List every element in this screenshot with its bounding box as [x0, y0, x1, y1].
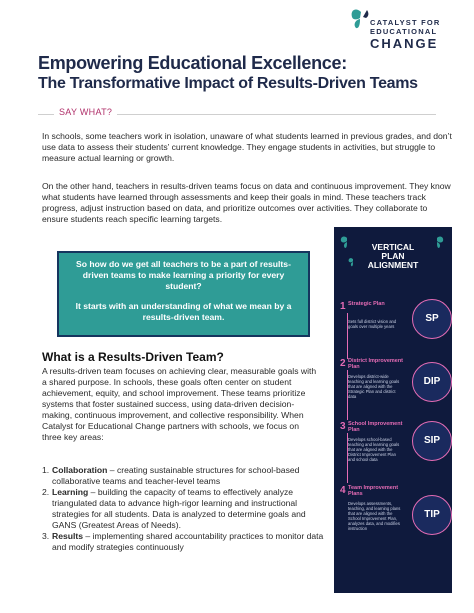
panel-title-line: VERTICAL — [371, 242, 415, 252]
butterfly-logo-icon — [350, 8, 372, 34]
plan-row-team — [340, 481, 450, 547]
plan-number: 1 — [340, 301, 346, 312]
plan-badge: SP — [412, 299, 452, 339]
area-description: – building the capacity of teams to effectively analyze triangulated data to advance high-rigor learning and instructional strategies for all students. Data is analyzed to determine goals and GANS (Greatest Areas of Needs). — [52, 487, 306, 530]
callout-box — [57, 251, 310, 337]
vertical-plan-alignment-panel — [334, 227, 452, 593]
page-title: Empowering Educational Excellence: — [38, 53, 347, 73]
plan-title: District Improvement Plan — [348, 358, 404, 370]
panel-title-line: ALIGNMENT — [367, 260, 419, 270]
plan-description: Develops assessments, teaching, and learning plans that are aligned with the School Improvement Plan, analyzes data, and modifies instruction — [348, 501, 401, 531]
logo-line-3: CHANGE — [370, 36, 439, 51]
section-body: A results-driven team focuses on achieving clear, measurable goals with a shared purpose. In schools, these goals often center on student achievement, equity, and school improvement. These teams prioritize systems that foster sustained success, using data-driven decision-making, continuous improvement, and collective responsibility. When Catalyst for Educational Change partners with schools, we focus on three key areas: — [42, 366, 317, 442]
section-heading: What is a Results-Driven Team? — [42, 350, 224, 364]
area-term: Learning — [52, 487, 89, 497]
plan-badge: DIP — [412, 362, 452, 402]
intro-paragraph-1: In schools, some teachers work in isolation, unaware of what students learned in previous grades, and don’t use data to assess their students’ current knowledge. They engage students in activities, but struggle to measure actual learning or growth. — [42, 131, 452, 163]
logo-line-1: CATALYST FOR — [370, 18, 441, 27]
page-subtitle: The Transformative Impact of Results-Driven Teams — [38, 75, 418, 92]
area-description: – implementing shared accountability practices to monitor data and modify strategies continuously — [52, 531, 324, 552]
plan-description: Develops district-wide teaching and learning goals that are aligned with the Strategic Plan and district data — [348, 374, 400, 399]
list-item — [42, 465, 332, 487]
plan-description: Sets full district vision and goals over multiple years — [348, 319, 397, 329]
list-number: 3. — [42, 531, 50, 541]
logo-line-2: EDUCATIONAL — [370, 27, 438, 36]
plan-row-school — [340, 417, 450, 483]
list-item — [42, 487, 332, 531]
list-number: 1. — [42, 465, 50, 475]
area-term: Results — [52, 531, 84, 541]
plan-title: Team Improvement Plans — [348, 485, 399, 497]
plan-badge: TIP — [412, 495, 452, 535]
plan-badge: SIP — [412, 421, 452, 461]
intro-paragraph-2: On the other hand, teachers in results-driven teams focus on data and continuous improvement. They know what students have learned through assessments and keep their goals in mind. These teachers track progress, adjust instruction based on data, and prioritize outcomes over activities. They collaborate to ensure students reach specific learning targets. — [42, 181, 451, 224]
list-number: 2. — [42, 487, 50, 497]
key-areas-list — [42, 465, 332, 553]
callout-question: So how do we get all teachers to be a part of results-driven teams to make learning a priority for every student? — [76, 259, 291, 291]
area-term: Collaboration — [52, 465, 108, 475]
plan-row-district — [340, 354, 450, 420]
plan-number: 2 — [340, 358, 346, 369]
plan-number: 3 — [340, 421, 346, 432]
plan-title: Strategic Plan — [348, 301, 385, 307]
catalyst-logo — [350, 8, 470, 52]
plan-number: 4 — [340, 485, 346, 496]
panel-title — [334, 243, 452, 270]
plan-description: Develops school-based teaching and learning goals that are aligned with the District Improvement Plan and school data — [348, 437, 400, 462]
list-item — [42, 531, 332, 553]
say-what-label: SAY WHAT? — [54, 107, 117, 117]
plan-title: School Improvement Plan — [348, 421, 403, 433]
callout-answer: It starts with an understanding of what we mean by a results-driven team. — [75, 301, 292, 322]
panel-title-line: PLAN — [381, 251, 405, 261]
area-description: – creating sustainable structures for school-based collaborative teams and teacher-level teams — [52, 465, 300, 486]
